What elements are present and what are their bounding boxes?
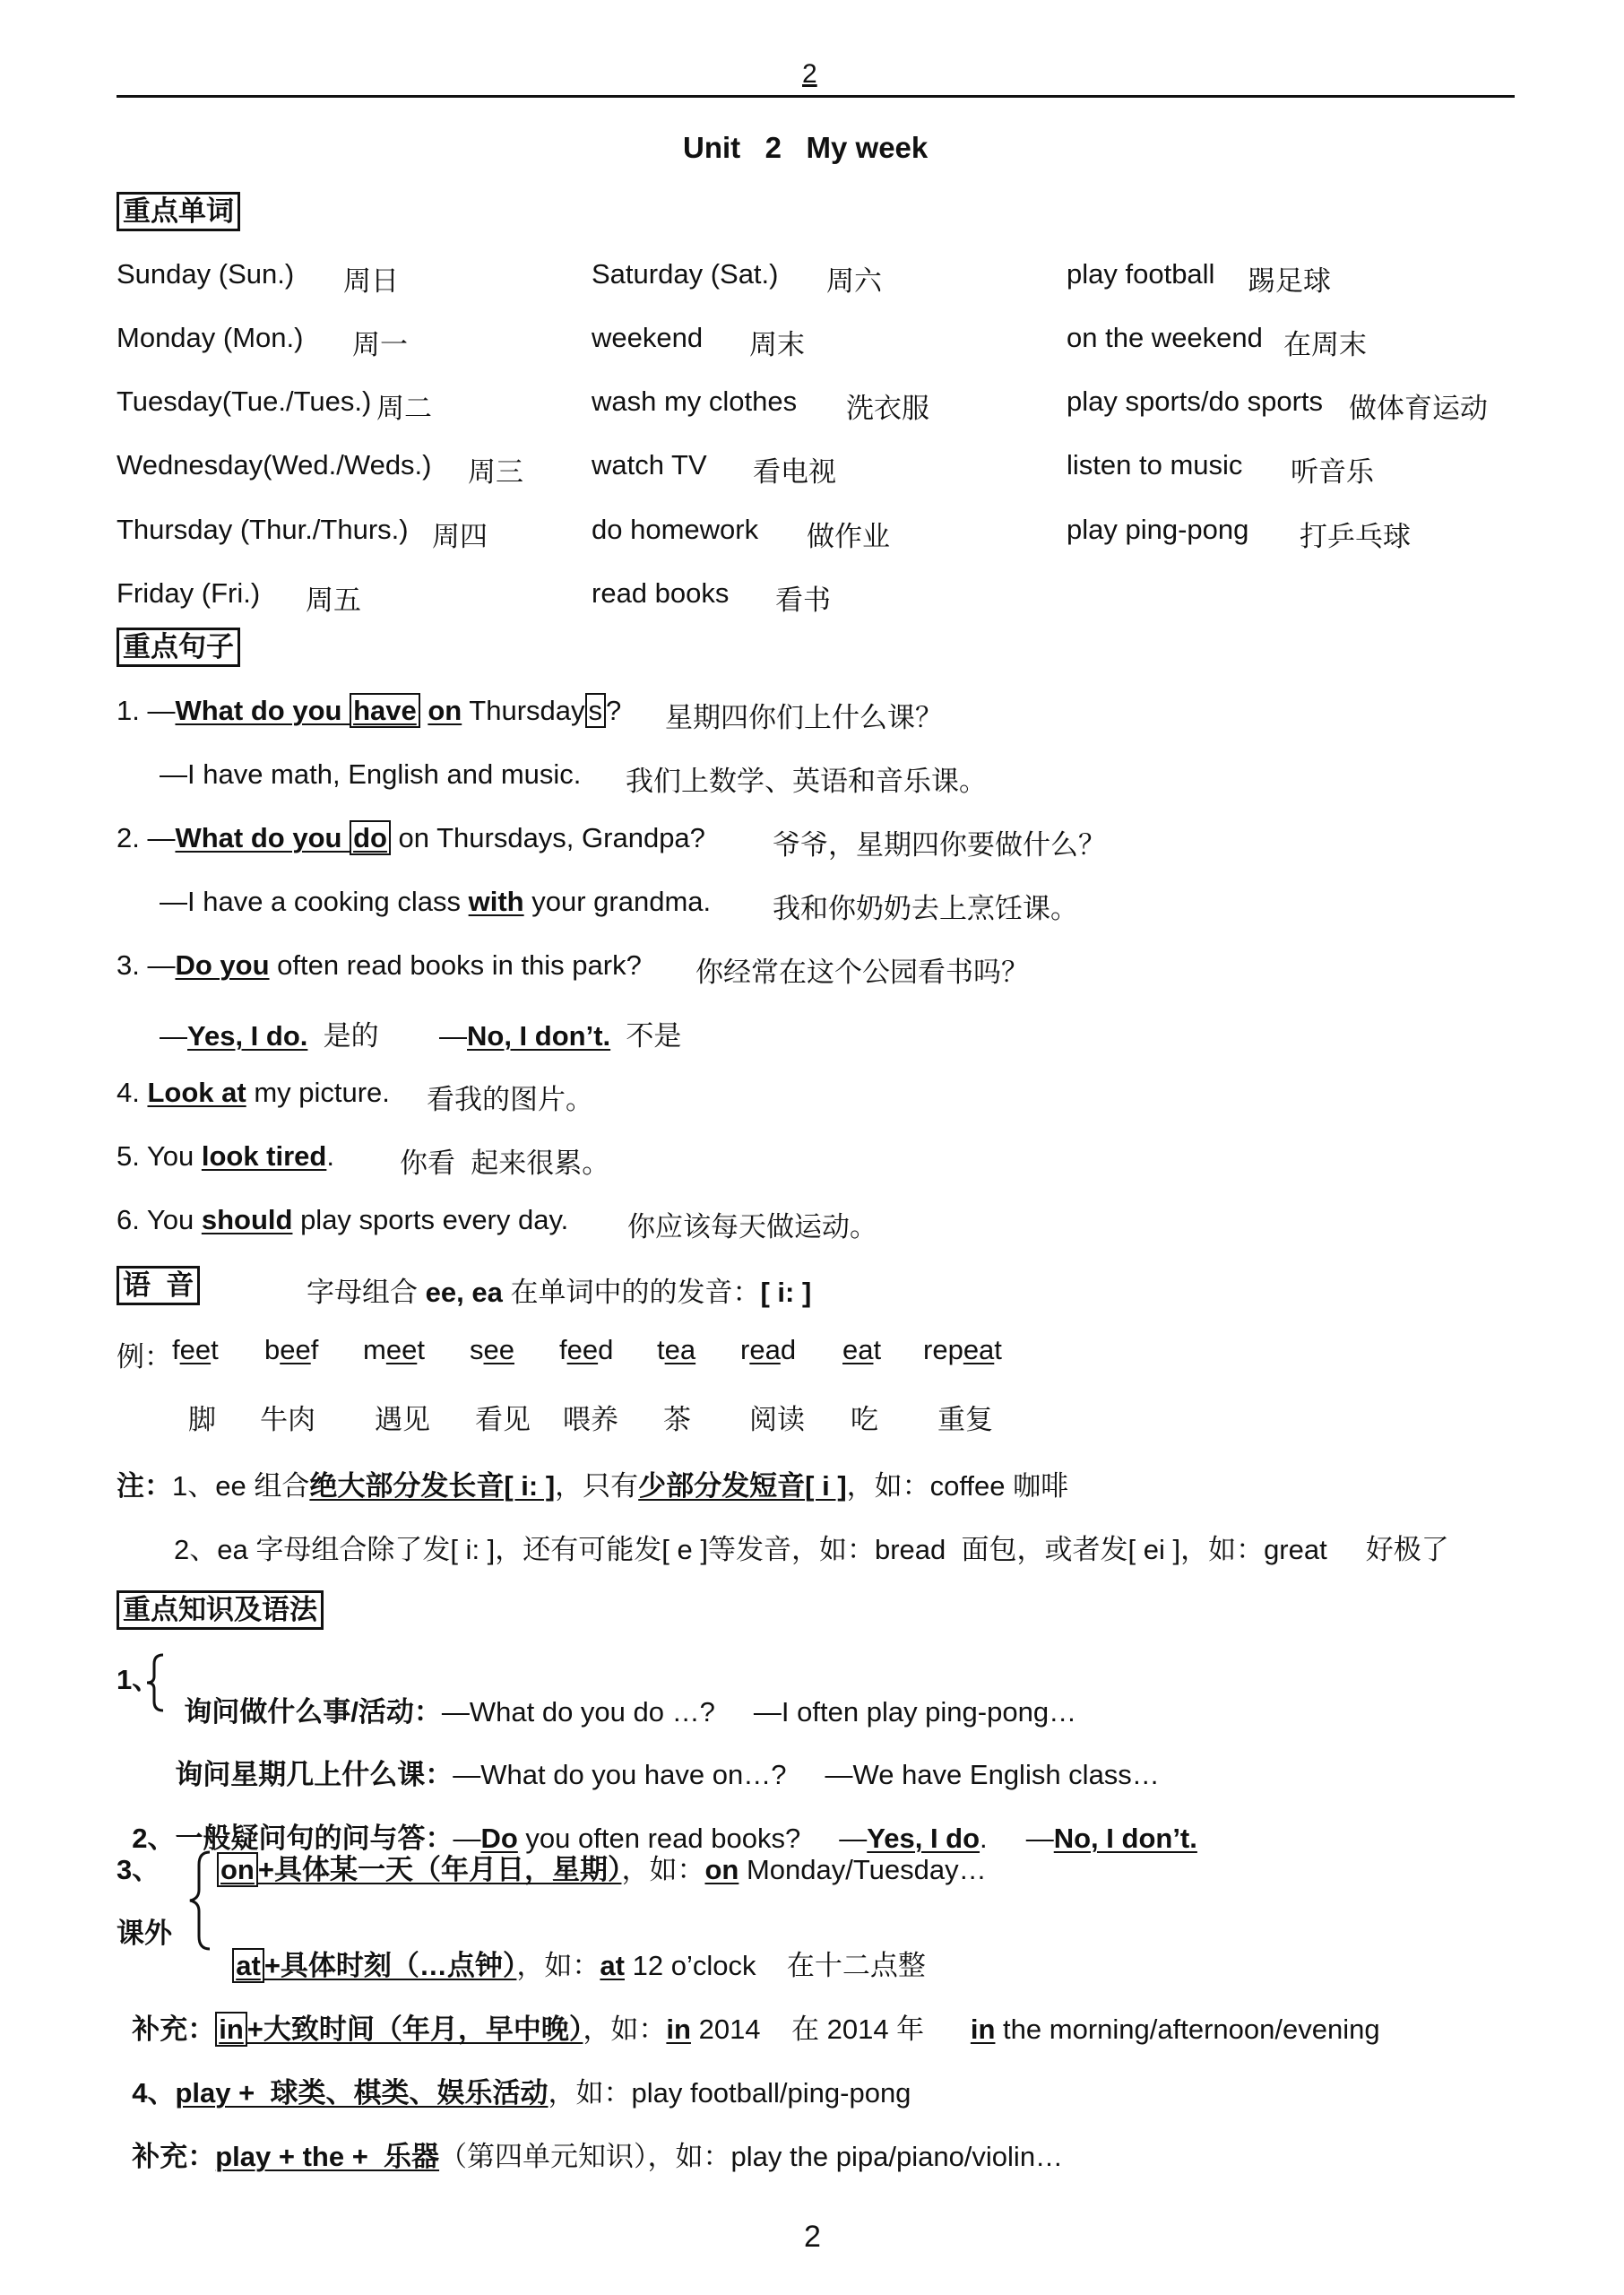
example-word: see: [470, 1334, 514, 1365]
vocab-word: Saturday (Sat.): [592, 258, 779, 290]
grammar-3-at: at +具体时刻（…点钟），如：at 12 o’clock 在十二点整: [217, 1910, 926, 1983]
sentence-4-translation: 看我的图片。: [427, 1084, 593, 1115]
sentence-3-translation: 你经常在这个公园看书吗？: [695, 957, 1029, 988]
sentence-6-translation: 你应该每天做运动。: [627, 1211, 877, 1243]
brace-icon: [186, 1847, 213, 1954]
header-divider: [117, 95, 1515, 98]
vocab-meaning: 周六: [826, 265, 882, 297]
vocab-word: wash my clothes: [592, 385, 798, 417]
supplement-2: 补充：play + the + 乐器（第四单元知识），如：play the pipa/piano/violin…: [132, 2141, 1064, 2172]
example-word: meet: [363, 1334, 425, 1365]
vocab-word: Monday (Mon.): [117, 322, 304, 353]
example-word: tea: [657, 1334, 696, 1365]
vocab-word: weekend: [592, 322, 704, 353]
sentence-6: 6. You should play sports every day.: [117, 1204, 569, 1235]
header-page-number: 2: [802, 59, 817, 89]
phonics-rule: 字母组合 ee, ea 在单词中的的发音：[ i: ]: [307, 1277, 812, 1308]
example-translation: 喂养: [563, 1404, 618, 1435]
vocab-meaning: 周末: [749, 329, 805, 360]
sentence-3: 3. —Do you often read books in this park?: [117, 949, 642, 981]
section-header-sentences: 重点句子: [117, 628, 240, 667]
example-translation: 牛肉: [260, 1404, 315, 1435]
sentence-3-answer-no: —No, I don’t. 不是: [439, 1020, 682, 1052]
example-translation: 吃: [851, 1404, 878, 1435]
sentence-1-answer: —I have math, English and music.: [160, 758, 582, 790]
vocab-meaning: 周一: [352, 329, 408, 360]
example-translation: 看见: [475, 1404, 531, 1435]
example-translation: 重复: [937, 1404, 993, 1435]
example-word: read: [740, 1334, 797, 1365]
vocab-meaning: 听音乐: [1291, 456, 1374, 488]
page-title: Unit 2 My week: [683, 131, 929, 164]
sentence-3-answer-yes: —Yes, I do. 是的: [160, 1020, 379, 1052]
vocab-meaning: 看电视: [753, 456, 836, 488]
vocab-word: watch TV: [592, 449, 707, 481]
example-translation: 遇见: [375, 1404, 430, 1435]
example-word: beef: [264, 1334, 319, 1365]
sentence-2-answer-translation: 我和你奶奶去上烹饪课。: [773, 893, 1078, 924]
vocab-word: Tuesday(Tue./Tues.): [117, 385, 372, 417]
vocab-word: Thursday (Thur./Thurs.): [117, 514, 409, 545]
grammar-3-number: 3、: [117, 1854, 160, 1885]
grammar-1a: 询问做什么事/活动：—What do you do …? —I often play ping-pong…: [184, 1696, 1077, 1728]
vocab-word: Friday (Fri.): [117, 577, 261, 609]
vocab-word: Wednesday(Wed./Weds.): [117, 449, 432, 481]
vocab-meaning: 在周末: [1283, 329, 1367, 360]
vocab-word: on the weekend: [1067, 322, 1263, 353]
grammar-3-side-label: 课外: [117, 1918, 172, 1949]
example-label: 例：: [117, 1341, 172, 1373]
supplement-1: 补充： in +大致时间（年月，早中晚），如：in 2014 在 2014 年 in the morning/afternoon/evening: [132, 2014, 1380, 2045]
example-word: feet: [172, 1334, 219, 1365]
vocab-word: read books: [592, 577, 730, 609]
grammar-1b: 询问星期几上什么课：—What do you have on…? —We have English class…: [175, 1759, 1160, 1790]
grammar-2: 2、一般疑问句的问与答：—Do you often read books? —Yes, I do. —No, I don’t.: [132, 1823, 1197, 1854]
grammar-4: 4、play + 球类、棋类、娱乐活动，如：play football/ping-pong: [132, 2077, 911, 2109]
sentence-5: 5. You look tired.: [117, 1140, 334, 1172]
vocab-meaning: 看书: [775, 585, 831, 616]
vocab-meaning: 周四: [432, 521, 488, 552]
vocab-meaning: 洗衣服: [846, 393, 929, 424]
vocab-word: Sunday (Sun.): [117, 258, 295, 290]
vocab-meaning: 周五: [306, 585, 361, 616]
example-translation: 阅读: [749, 1404, 805, 1435]
vocab-meaning: 打乒乓球: [1300, 521, 1411, 552]
sentence-5-translation: 你看 起来很累。: [400, 1148, 610, 1179]
example-translation: 脚: [188, 1404, 216, 1435]
example-word: repeat: [923, 1334, 1002, 1365]
sentence-2-answer: —I have a cooking class with your grandma.: [160, 886, 712, 917]
example-word: eat: [842, 1334, 882, 1365]
vocab-word: do homework: [592, 514, 759, 545]
vocab-meaning: 踢足球: [1248, 265, 1331, 297]
sentence-2-translation: 爷爷，星期四你要做什么？: [773, 829, 1106, 861]
vocab-meaning: 做体育运动: [1349, 393, 1488, 424]
grammar-1-number: 1、: [117, 1664, 160, 1695]
vocab-word: play sports/do sports: [1067, 385, 1324, 417]
vocab-word: listen to music: [1067, 449, 1243, 481]
sentence-4: 4. Look at my picture.: [117, 1077, 390, 1108]
vocab-meaning: 周二: [376, 393, 432, 424]
grammar-3-on: on +具体某一天（年月日，星期），如：on Monday/Tuesday…: [217, 1847, 987, 1887]
vocab-meaning: 做作业: [807, 521, 890, 552]
vocab-meaning: 周日: [343, 265, 399, 297]
vocab-word: play football: [1067, 258, 1215, 290]
brace-icon: [143, 1651, 167, 1714]
sentence-1: 1. —What do you have on Thursday s ?: [117, 695, 622, 726]
sentence-1-answer-translation: 我们上数学、英语和音乐课。: [626, 766, 987, 797]
sentence-2: 2. —What do you do on Thursdays, Grandpa?: [117, 822, 705, 853]
example-word: feed: [559, 1334, 614, 1365]
vocab-meaning: 周三: [468, 456, 523, 488]
note-1: 注：1、ee 组合绝大部分发长音[ i: ]，只有少部分发短音[ i ]，如：coffee 咖啡: [117, 1470, 1069, 1502]
section-header-phonics: 语 音: [117, 1266, 200, 1305]
vocab-word: play ping-pong: [1067, 514, 1249, 545]
note-2: 2、ea 字母组合除了发[ i: ]，还有可能发[ e ]等发音，如：bread 面包，或者发[ ei ]，如：great 好极了: [174, 1534, 1449, 1565]
example-translation: 茶: [663, 1404, 691, 1435]
section-header-vocab: 重点单词: [117, 192, 240, 231]
sentence-1-translation: 星期四你们上什么课？: [665, 702, 943, 733]
footer-page-number: 2: [804, 2220, 821, 2254]
section-header-grammar: 重点知识及语法: [117, 1590, 324, 1630]
